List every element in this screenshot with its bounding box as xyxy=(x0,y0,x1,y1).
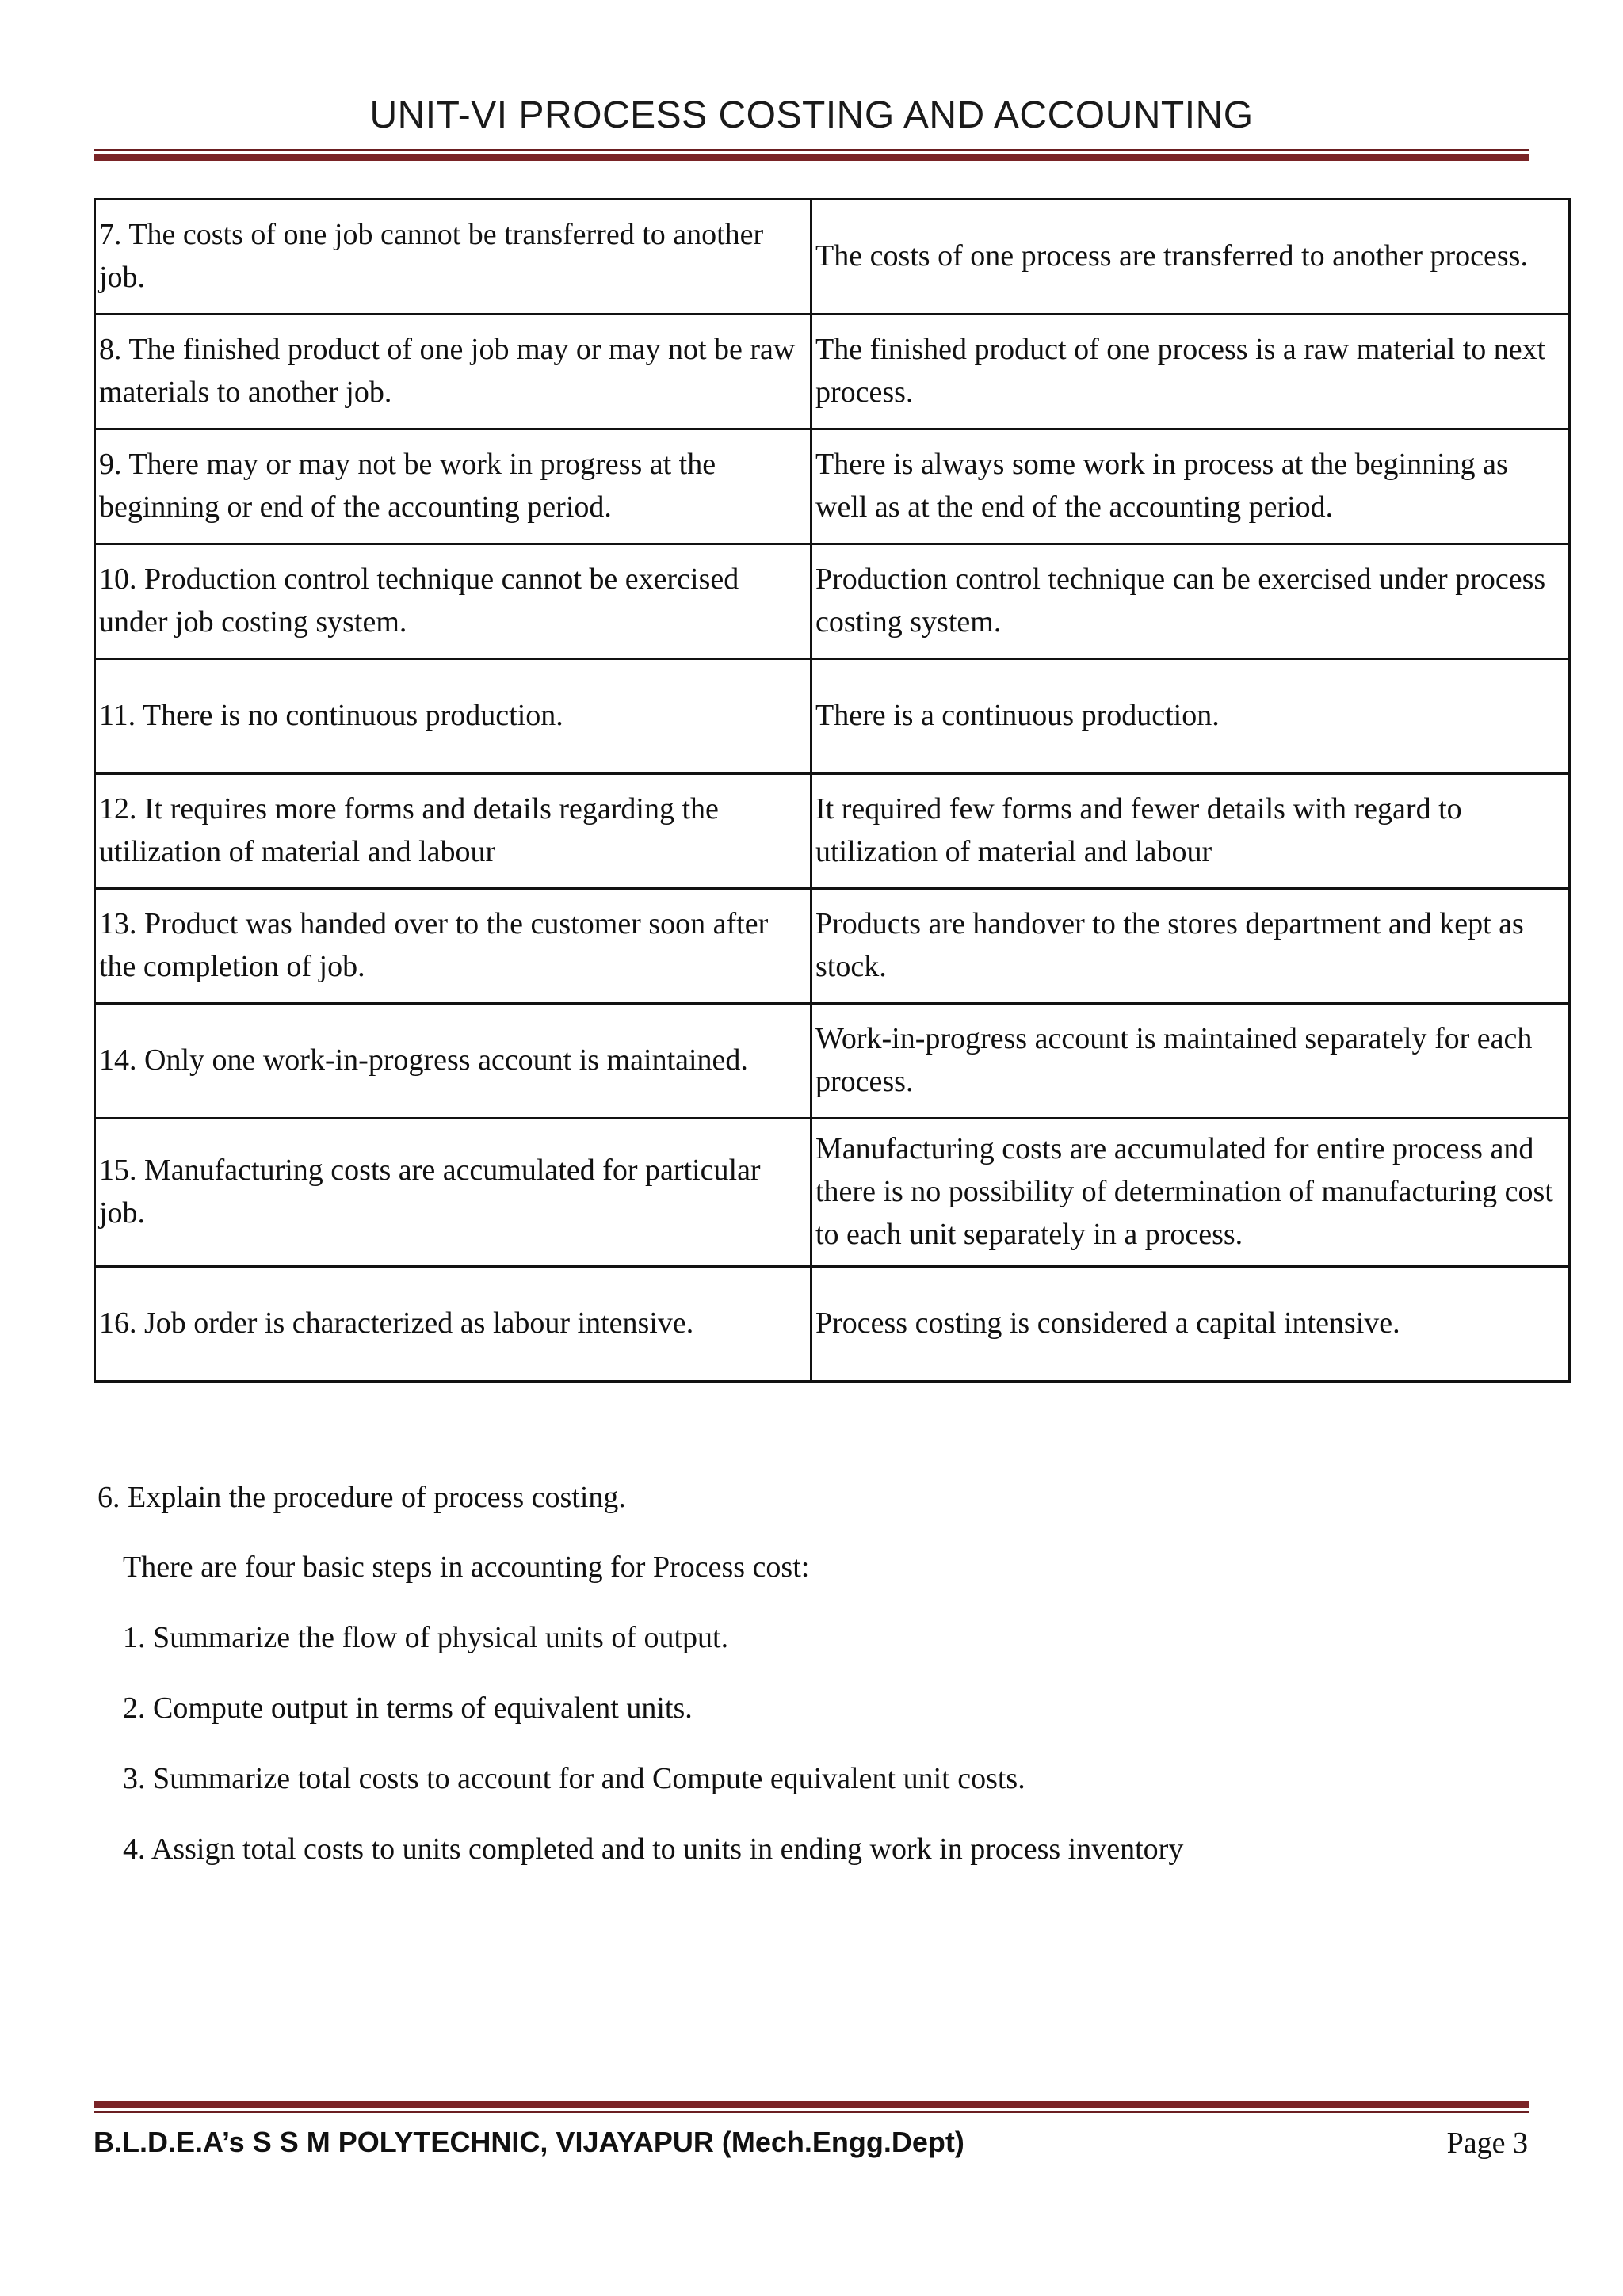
table-row xyxy=(95,1267,1570,1382)
process-costing-cell: Production control technique can be exercised under process costing system. xyxy=(812,544,1570,659)
table-row xyxy=(95,774,1570,889)
job-costing-cell: 9. There may or may not be work in progress at the beginning or end of the accounting period. xyxy=(95,429,812,544)
table-row xyxy=(95,315,1570,429)
job-costing-cell: 10. Production control technique cannot be exercised under job costing system. xyxy=(95,544,812,659)
process-costing-cell: Process costing is considered a capital intensive. xyxy=(812,1267,1570,1382)
job-costing-cell: 16. Job order is characterized as labour intensive. xyxy=(95,1267,812,1382)
table-row xyxy=(95,544,1570,659)
job-costing-cell: 14. Only one work-in-progress account is maintained. xyxy=(95,1004,812,1119)
process-costing-cell: The costs of one process are transferred to another process. xyxy=(812,200,1570,315)
process-costing-cell: The finished product of one process is a raw material to next process. xyxy=(812,315,1570,429)
process-costing-cell: It required few forms and fewer details with regard to utilization of material and labour xyxy=(812,774,1570,889)
page-header-title: UNIT-VI PROCESS COSTING AND ACCOUNTING xyxy=(369,94,1254,136)
process-costing-cell: There is a continuous production. xyxy=(812,659,1570,774)
process-costing-cell: Manufacturing costs are accumulated for entire process and there is no possibility of determination of manufacturing cost to each unit separately in a process. xyxy=(812,1119,1570,1267)
footer-institution: B.L.D.E.A’s S S M POLYTECHNIC, VIJAYAPUR (Mech.Engg.Dept) xyxy=(94,2126,964,2158)
table-row xyxy=(95,429,1570,544)
step-item: 4. Assign total costs to units completed and to units in ending work in process inventory xyxy=(123,1833,1184,1866)
table-row xyxy=(95,889,1570,1004)
job-costing-cell: 11. There is no continuous production. xyxy=(95,659,812,774)
job-costing-cell: 7. The costs of one job cannot be transferred to another job. xyxy=(95,200,812,315)
process-costing-cell: There is always some work in process at the beginning as well as at the end of the accounting period. xyxy=(812,429,1570,544)
table-row xyxy=(95,200,1570,315)
comparison-table xyxy=(94,198,1571,1383)
step-item: 2. Compute output in terms of equivalent units. xyxy=(123,1691,693,1725)
process-costing-cell: Products are handover to the stores department and kept as stock. xyxy=(812,889,1570,1004)
job-costing-cell: 13. Product was handed over to the customer soon after the completion of job. xyxy=(95,889,812,1004)
table-row xyxy=(95,659,1570,774)
job-costing-cell: 15. Manufacturing costs are accumulated for particular job. xyxy=(95,1119,812,1267)
header-divider xyxy=(94,149,1529,161)
step-item: 1. Summarize the flow of physical units of output. xyxy=(123,1621,729,1654)
table-row xyxy=(95,1004,1570,1119)
footer-divider xyxy=(94,2101,1529,2113)
process-costing-cell: Work-in-progress account is maintained separately for each process. xyxy=(812,1004,1570,1119)
step-item: 3. Summarize total costs to account for and Compute equivalent unit costs. xyxy=(123,1762,1025,1795)
page-number: Page 3 xyxy=(1446,2126,1528,2160)
intro-text: There are four basic steps in accounting for Process cost: xyxy=(123,1550,810,1584)
table-row xyxy=(95,1119,1570,1267)
question-heading: 6. Explain the procedure of process costing. xyxy=(97,1481,626,1514)
job-costing-cell: 12. It requires more forms and details regarding the utilization of material and labour xyxy=(95,774,812,889)
job-costing-cell: 8. The finished product of one job may or may not be raw materials to another job. xyxy=(95,315,812,429)
